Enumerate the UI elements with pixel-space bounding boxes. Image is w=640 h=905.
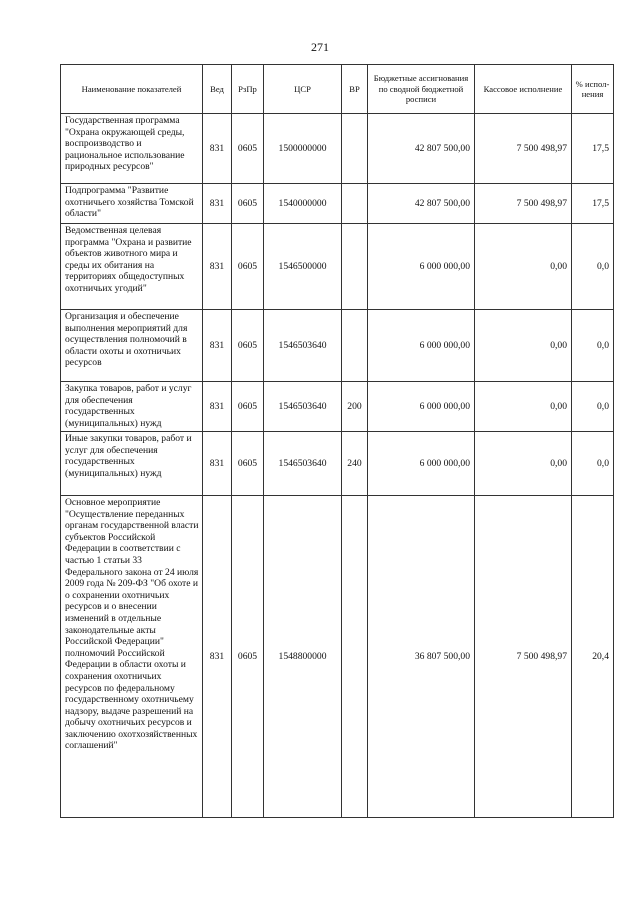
row-rzpr: 0605 <box>232 496 264 818</box>
row-name: Государственная программа "Охрана окружающей среды, воспроизводство и рациональное использование природных ресурсов" <box>61 114 203 184</box>
row-name: Основное мероприятие "Осуществление переданных органам государственной власти субъектов Российской Федерации в соответствии с частью 1 статьи 33 Федерального закона от 24 июля 2009 года № 209-ФЗ "Об охоте и о сохранении охотничьих ресурсов и о внесении изменений в отдельные законодательные акты Российской Федерации" полномочий Российской Федерации в области охоты и сохранения охотничьих ресурсов по федеральному государственному охотничьему надзору, выдаче разрешений на добычу охотничьих ресурсов и заключению охотхозяйственных соглашений" <box>61 496 203 818</box>
header-rzpr: РзПр <box>232 65 264 114</box>
row-name: Организация и обеспечение выполнения мероприятий для осуществления полномочий в области охоты и охотничьих ресурсов <box>61 310 203 382</box>
row-budget: 6 000 000,00 <box>368 310 475 382</box>
row-rzpr: 0605 <box>232 382 264 432</box>
row-percent: 0,0 <box>572 382 614 432</box>
row-ved: 831 <box>203 432 232 496</box>
header-ved: Вед <box>203 65 232 114</box>
row-cash: 7 500 498,97 <box>475 496 572 818</box>
header-cash: Кассовое исполнение <box>475 65 572 114</box>
row-percent: 17,5 <box>572 114 614 184</box>
row-csr: 1546503640 <box>264 310 342 382</box>
row-csr: 1500000000 <box>264 114 342 184</box>
table-row <box>61 224 614 310</box>
table-header-row <box>61 65 614 114</box>
row-vr <box>342 496 368 818</box>
row-csr: 1546500000 <box>264 224 342 310</box>
table-row <box>61 432 614 496</box>
row-csr: 1548800000 <box>264 496 342 818</box>
row-cash: 7 500 498,97 <box>475 184 572 224</box>
row-percent: 0,0 <box>572 224 614 310</box>
row-name: Ведомственная целевая программа "Охрана и развитие объектов животного мира и среды их обитания на территориях общедоступных охотничьих угодий" <box>61 224 203 310</box>
row-vr <box>342 114 368 184</box>
row-ved: 831 <box>203 184 232 224</box>
row-name: Закупка товаров, работ и услуг для обеспечения государственных (муниципальных) нужд <box>61 382 203 432</box>
row-percent: 0,0 <box>572 432 614 496</box>
row-csr: 1546503640 <box>264 382 342 432</box>
row-name: Иные закупки товаров, работ и услуг для обеспечения государственных (муниципальных) нужд <box>61 432 203 496</box>
table-row <box>61 184 614 224</box>
row-rzpr: 0605 <box>232 432 264 496</box>
table-row <box>61 496 614 818</box>
row-csr: 1540000000 <box>264 184 342 224</box>
header-name: Наименование показателей <box>61 65 203 114</box>
row-vr: 240 <box>342 432 368 496</box>
row-rzpr: 0605 <box>232 310 264 382</box>
row-name: Подпрограмма "Развитие охотничьего хозяйства Томской области" <box>61 184 203 224</box>
row-ved: 831 <box>203 114 232 184</box>
header-budget: Бюджетные ассигнования по сводной бюджетной росписи <box>368 65 475 114</box>
header-csr: ЦСР <box>264 65 342 114</box>
row-percent: 20,4 <box>572 496 614 818</box>
row-ved: 831 <box>203 224 232 310</box>
row-rzpr: 0605 <box>232 184 264 224</box>
row-budget: 6 000 000,00 <box>368 382 475 432</box>
row-vr: 200 <box>342 382 368 432</box>
row-cash: 0,00 <box>475 432 572 496</box>
page-number: 271 <box>311 40 329 54</box>
row-rzpr: 0605 <box>232 114 264 184</box>
row-budget: 6 000 000,00 <box>368 224 475 310</box>
row-budget: 42 807 500,00 <box>368 114 475 184</box>
row-vr <box>342 310 368 382</box>
row-rzpr: 0605 <box>232 224 264 310</box>
table-row <box>61 382 614 432</box>
header-vr: ВР <box>342 65 368 114</box>
budget-execution-table <box>60 64 614 818</box>
row-cash: 0,00 <box>475 224 572 310</box>
row-cash: 7 500 498,97 <box>475 114 572 184</box>
row-ved: 831 <box>203 496 232 818</box>
row-cash: 0,00 <box>475 310 572 382</box>
row-budget: 42 807 500,00 <box>368 184 475 224</box>
row-ved: 831 <box>203 382 232 432</box>
row-vr <box>342 184 368 224</box>
table-row <box>61 310 614 382</box>
row-budget: 6 000 000,00 <box>368 432 475 496</box>
row-cash: 0,00 <box>475 382 572 432</box>
row-percent: 0,0 <box>572 310 614 382</box>
row-ved: 831 <box>203 310 232 382</box>
row-csr: 1546503640 <box>264 432 342 496</box>
row-percent: 17,5 <box>572 184 614 224</box>
row-budget: 36 807 500,00 <box>368 496 475 818</box>
header-percent: % испол-нения <box>572 65 614 114</box>
row-vr <box>342 224 368 310</box>
table-row <box>61 114 614 184</box>
